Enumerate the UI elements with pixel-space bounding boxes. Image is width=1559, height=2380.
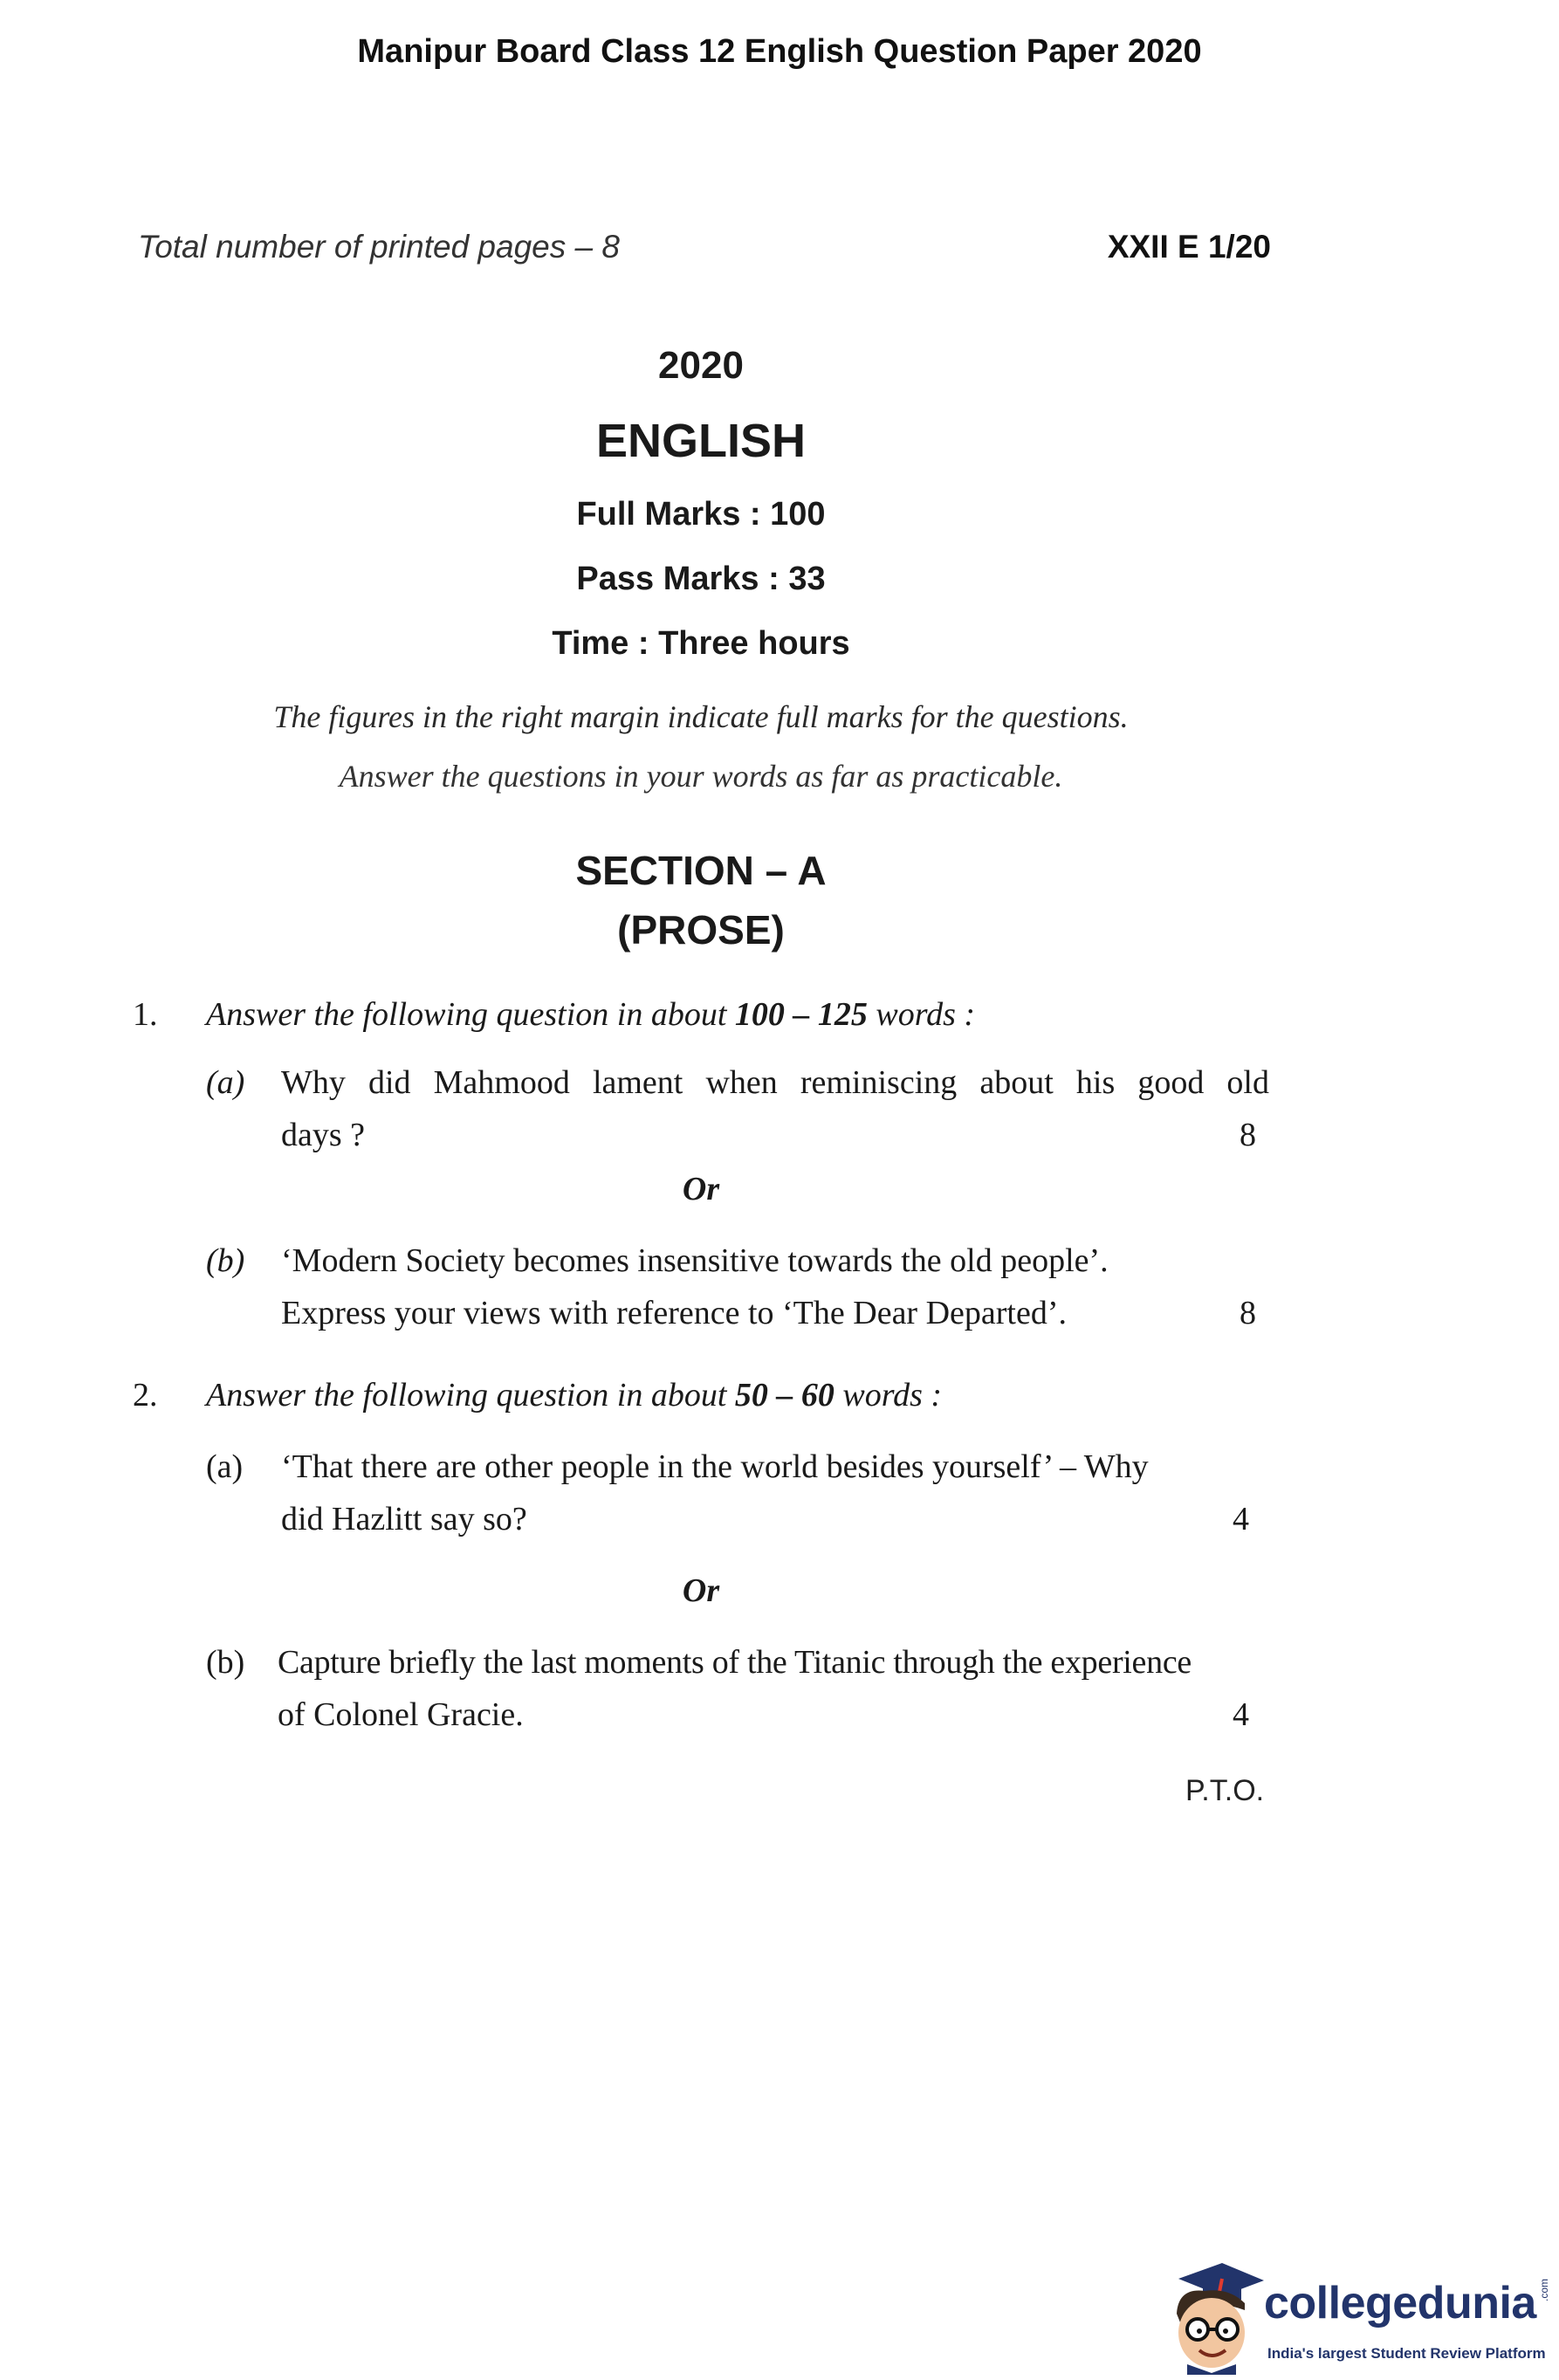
option-text-line: ‘That there are other people in the world besides yourself’ – Why — [281, 1448, 1149, 1485]
option-label: (a) — [206, 1064, 245, 1101]
marks-value: 4 — [1233, 1696, 1249, 1733]
word-limit: 50 – 60 — [734, 1377, 834, 1414]
option-text-line: ‘Modern Society becomes insensitive towards the old people’. — [281, 1242, 1109, 1279]
question-number: 2. — [133, 1377, 158, 1414]
full-marks: Full Marks : 100 — [576, 496, 826, 533]
option-text-line: Express your views with reference to ‘The Dear Departed’. — [281, 1295, 1067, 1331]
instruction-line: Answer the questions in your words as far as practicable. — [339, 759, 1063, 794]
question-number: 1. — [133, 996, 158, 1033]
section-subtitle: (PROSE) — [617, 907, 785, 953]
mascot-logo-icon — [1161, 2253, 1266, 2375]
question-prompt — [206, 1376, 942, 1414]
option-text-line: did Hazlitt say so? — [281, 1501, 527, 1537]
or-divider: Or — [682, 1171, 720, 1207]
question-prompt — [206, 995, 975, 1034]
please-turn-over: P.T.O. — [1185, 1774, 1265, 1807]
watermark-tagline: India's largest Student Review Platform — [1267, 2345, 1546, 2362]
or-divider: Or — [682, 1572, 720, 1609]
section-title: SECTION – A — [575, 848, 827, 893]
option-text-line: Why did Mahmood lament when reminiscing about his good old — [281, 1064, 1269, 1101]
option-label: (b) — [206, 1644, 245, 1681]
prompt-text: Answer the following question in about — [206, 996, 735, 1033]
option-text-line: days ? — [281, 1117, 366, 1153]
document-banner-title: Manipur Board Class 12 English Question Paper 2020 — [357, 33, 1202, 70]
option-text-line: Capture briefly the last moments of the Titanic through the experience — [278, 1644, 1192, 1681]
option-label: (a) — [206, 1448, 244, 1485]
prompt-text: words : — [867, 996, 976, 1033]
watermark-suffix: .com — [1538, 2279, 1550, 2302]
marks-value: 8 — [1240, 1295, 1256, 1331]
prompt-text: Answer the following question in about — [206, 1377, 735, 1414]
watermark-brand: collegedunia — [1264, 2278, 1536, 2328]
subject-title: ENGLISH — [595, 415, 807, 467]
option-label: (b) — [206, 1242, 245, 1279]
exam-year: 2020 — [658, 344, 744, 387]
option-text-line: of Colonel Gracie. — [278, 1696, 524, 1733]
paper-code: XXII E 1/20 — [1107, 229, 1271, 265]
pass-marks: Pass Marks : 33 — [576, 561, 826, 597]
marks-value: 4 — [1233, 1501, 1249, 1537]
word-limit: 100 – 125 — [734, 996, 868, 1033]
exam-duration: Time : Three hours — [552, 625, 850, 662]
printed-pages-note: Total number of printed pages – 8 — [138, 229, 620, 265]
marks-value: 8 — [1240, 1117, 1256, 1153]
prompt-text: words : — [834, 1377, 943, 1414]
instruction-line: The figures in the right margin indicate full marks for the questions. — [273, 699, 1129, 734]
